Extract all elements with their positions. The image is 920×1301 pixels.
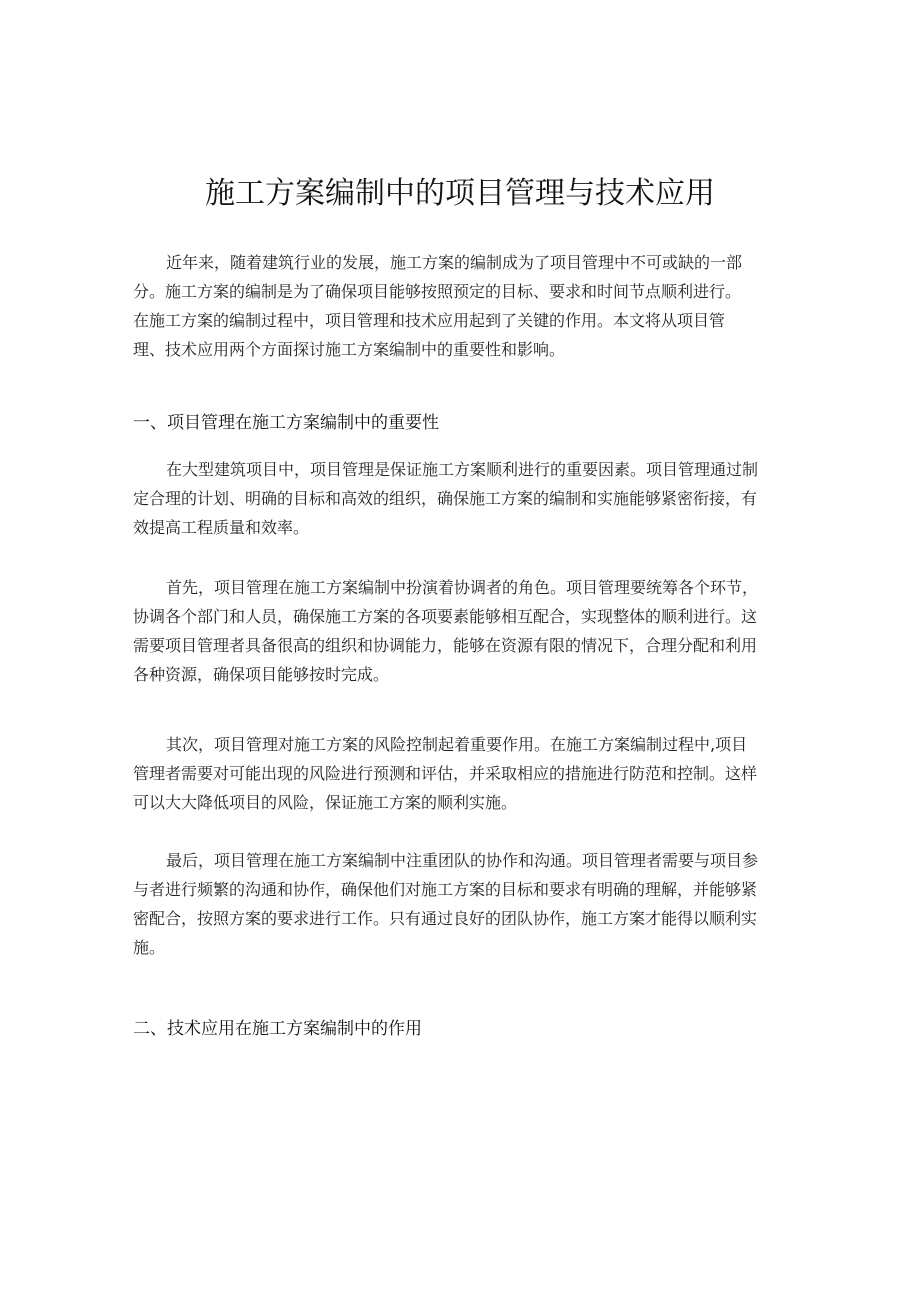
- text-line: 分。施工方案的编制是为了确保项目能够按照预定的目标、要求和时间节点顺利进行。: [133, 282, 742, 301]
- text-line: 在大型建筑项目中，项目管理是保证施工方案顺利进行的重要因素。项目管理通过制: [166, 460, 759, 479]
- text-line: 各种资源，确保项目能够按时完成。: [133, 665, 390, 684]
- text-line: 管理者需要对可能出现的风险进行预测和评估，并采取相应的措施进行防范和控制。这样: [133, 764, 758, 783]
- text-line: 施。: [133, 938, 166, 957]
- section-1-paragraph-4: [133, 846, 808, 962]
- text-line: 在施工方案的编制过程中，项目管理和技术应用起到了关键的作用。本文将从项目管: [133, 311, 726, 330]
- section-1-paragraph-1: [133, 455, 808, 542]
- text-line: 效提高工程质量和效率。: [133, 518, 310, 537]
- intro-paragraph: [133, 248, 808, 364]
- text-line: 密配合，按照方案的要求进行工作。只有通过良好的团队协作，施工方案才能得以顺利实: [133, 909, 758, 928]
- text-line: 近年来，随着建筑行业的发展，施工方案的编制成为了项目管理中不可或缺的一部: [166, 253, 743, 272]
- text-line: 其次，项目管理对施工方案的风险控制起着重要作用。在施工方案编制过程中,项目: [166, 735, 748, 754]
- text-line: 定合理的计划、明确的目标和高效的组织，确保施工方案的编制和实施能够紧密衔接，有: [133, 489, 758, 508]
- text-line: 与者进行频繁的沟通和协作，确保他们对施工方案的目标和要求有明确的理解，并能够紧: [133, 880, 758, 899]
- section-1-paragraph-2: [133, 573, 808, 689]
- text-line: 首先，项目管理在施工方案编制中扮演着协调者的角色。项目管理要统筹各个环节，: [166, 578, 759, 597]
- text-line: 最后，项目管理在施工方案编制中注重团队的协作和沟通。项目管理者需要与项目参: [166, 851, 759, 870]
- text-line: 需要项目管理者具备很高的组织和协调能力，能够在资源有限的情况下，合理分配和利用: [133, 636, 758, 655]
- section-2-heading: 二、技术应用在施工方案编制中的作用: [133, 1019, 422, 1039]
- text-line: 理、技术应用两个方面探讨施工方案编制中的重要性和影响。: [133, 340, 566, 359]
- document-title: 施工方案编制中的项目管理与技术应用: [205, 176, 715, 211]
- text-line: 协调各个部门和人员，确保施工方案的各项要素能够相互配合，实现整体的顺利进行。这: [133, 607, 758, 626]
- section-1-paragraph-3: [133, 730, 808, 817]
- text-line: 可以大大降低项目的风险，保证施工方案的顺利实施。: [133, 793, 518, 812]
- section-1-heading: 一、项目管理在施工方案编制中的重要性: [133, 413, 439, 433]
